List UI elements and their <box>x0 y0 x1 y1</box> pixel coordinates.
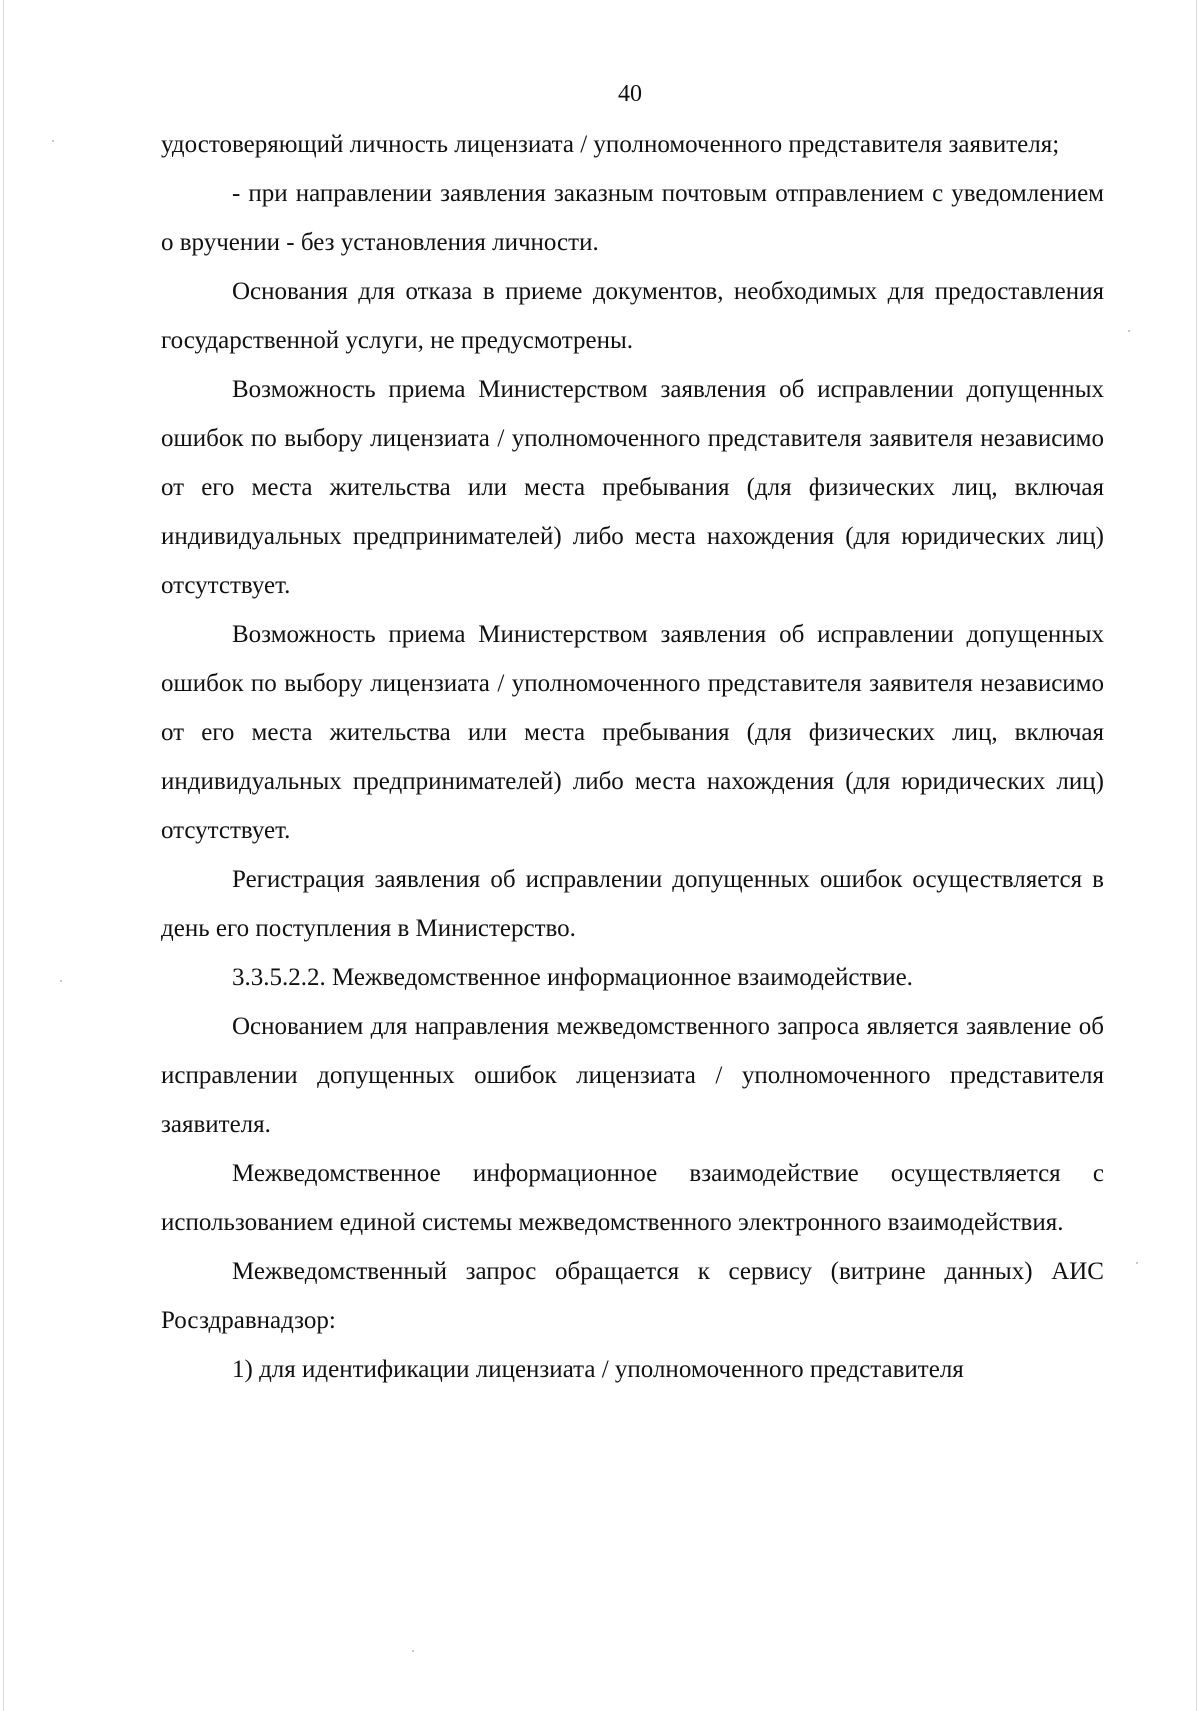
document-body <box>161 120 1104 1394</box>
paragraph: 1) для идентификации лицензиата / уполномоченного представителя <box>232 1356 964 1383</box>
scan-edge-line <box>1196 0 1197 1711</box>
scan-speck <box>52 140 54 142</box>
paragraph: Межведомственное информационное взаимодействие осуществляется с использованием единой системы межведомственного электронного взаимодействия. <box>161 1160 1104 1236</box>
paragraph: Возможность приема Министерством заявления об исправлении допущенных ошибок по выбору лицензиата / уполномоченного представителя заявителя независимо от его места жительства или места пребывания (для физических лиц, включая индивидуальных предпринимателей) либо места нахождения (для юридических лиц) отсутствует. <box>161 621 1104 844</box>
paragraph: Возможность приема Министерством заявления об исправлении допущенных ошибок по выбору лицензиата / уполномоченного представителя заявителя независимо от его места жительства или места пребывания (для физических лиц, включая индивидуальных предпринимателей) либо места нахождения (для юридических лиц) отсутствует. <box>161 376 1104 599</box>
paragraph: удостоверяющий личность лицензиата / уполномоченного представителя заявителя; <box>161 131 1060 158</box>
page-number: 40 <box>618 81 642 107</box>
scan-speck <box>60 980 62 982</box>
paragraph: Основания для отказа в приеме документов, необходимых для предоставления государственной услуги, не предусмотрены. <box>161 278 1104 354</box>
paragraph: Основанием для направления межведомственного запроса является заявление об исправлении допущенных ошибок лицензиата / уполномоченного представителя заявителя. <box>161 1013 1104 1138</box>
scan-edge-line <box>3 0 4 1711</box>
paragraph: Межведомственный запрос обращается к сервису (витрине данных) АИС Росздравнадзор: <box>161 1258 1104 1334</box>
paragraph: Регистрация заявления об исправлении допущенных ошибок осуществляется в день его поступления в Министерство. <box>161 866 1104 942</box>
paragraph: - при направлении заявления заказным почтовым отправлением с уведомлением о вручении - без установления личности. <box>161 180 1104 256</box>
scan-speck <box>1128 330 1130 332</box>
paragraph: 3.3.5.2.2. Межведомственное информационное взаимодействие. <box>232 964 913 991</box>
scan-speck <box>412 1650 414 1652</box>
scan-speck <box>1136 1262 1138 1264</box>
